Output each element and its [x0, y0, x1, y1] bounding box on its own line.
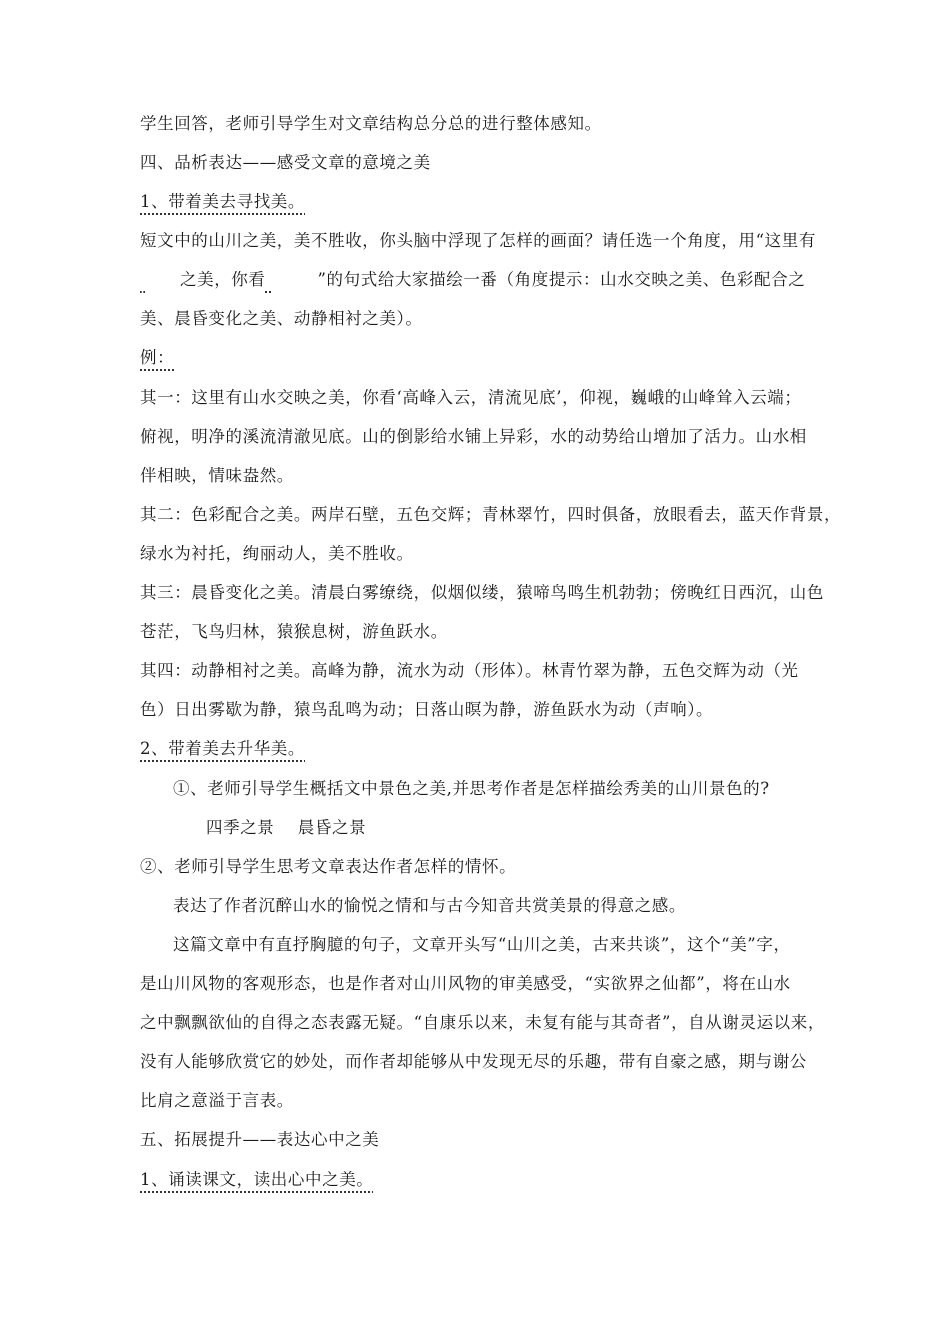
text-line-content: ②、老师引导学生思考文章表达作者怎样的情怀。 — [140, 857, 517, 876]
text-line-with-blanks — [140, 270, 820, 290]
text-line — [140, 309, 820, 329]
section-heading-text: 五、拓展提升——表达心中之美 — [140, 1130, 380, 1149]
text-line — [140, 466, 820, 486]
text-line — [140, 544, 820, 564]
text-line — [206, 818, 886, 838]
text-line-content: ①、老师引导学生概括文中景色之美,并思考作者是怎样描绘秀美的山川景色的? — [173, 779, 770, 798]
text-line — [140, 857, 820, 877]
text-line — [140, 348, 820, 368]
text-line — [140, 583, 824, 603]
text-line — [173, 896, 853, 916]
text-line — [140, 1091, 820, 1111]
fill-blank — [266, 270, 318, 290]
text-line — [173, 935, 853, 955]
text-line-content: 其四：动静相衬之美。高峰为静，流水为动（形体）。林青竹翠为静，五色交辉为动（光 — [140, 661, 799, 680]
text-line — [140, 622, 820, 642]
text-line-content: 伴相映，情味盎然。 — [140, 466, 294, 485]
text-line-content: 其二：色彩配合之美。两岸石壁，五色交辉；青林翠竹，四时俱备，放眼看去，蓝天作背景， — [140, 505, 842, 524]
text-line-content: 没有人能够欣赏它的妙处，而作者却能够从中发现无尽的乐趣，带有自豪之感，期与谢公 — [140, 1052, 807, 1071]
text-line-content: 表达了作者沉醉山水的愉悦之情和与古今知音共赏美景的得意之感。 — [173, 896, 686, 915]
text-line-content: 俯视，明净的溪流清澈见底。山的倒影给水铺上异彩，水的动势给山增加了活力。山水相 — [140, 427, 807, 446]
text-line-content: 短文中的山川之美，美不胜收，你头脑中浮现了怎样的画面？请任选一个角度，用“这里有 — [140, 231, 816, 250]
section-heading — [140, 153, 820, 173]
subheading-text: 1、带着美去寻找美。 — [140, 192, 305, 211]
text-line-content: 比肩之意溢于言表。 — [140, 1091, 294, 1110]
text-line-content: 例： — [140, 348, 175, 367]
text-line-content: 其三：晨昏变化之美。清晨白雾缭绕，似烟似缕，猿啼鸟鸣生机勃勃；傍晚红日西沉，山色 — [140, 583, 824, 602]
text-line-content: 是山川风物的客观形态，也是作者对山川风物的审美感受，“实欲界之仙都”，将在山水 — [140, 974, 791, 993]
text-line — [140, 388, 820, 408]
subheading — [140, 192, 820, 212]
text-segment: ”的句式给大家描绘一番（角度提示：山水交映之美、色彩配合之 — [317, 270, 806, 289]
text-line-content: 苍茫，飞鸟归林，猿猴息树，游鱼跃水。 — [140, 622, 448, 641]
text-line — [140, 700, 820, 720]
subheading — [140, 1170, 820, 1190]
text-line-content: 色）日出雾歇为静，猿鸟乱鸣为动；日落山暝为静，游鱼跃水为动（声响）。 — [140, 700, 714, 719]
text-line — [140, 505, 842, 525]
text-line — [140, 1052, 820, 1072]
text-line — [140, 427, 820, 447]
text-line-content: 绿水为衬托，绚丽动人，美不胜收。 — [140, 544, 414, 563]
subheading-text: 2、带着美去升华美。 — [140, 739, 305, 758]
text-line — [140, 1013, 825, 1033]
subheading-text: 1、诵读课文，读出心中之美。 — [140, 1170, 374, 1189]
text-line — [140, 661, 820, 681]
section-heading-text: 四、品析表达——感受文章的意境之美 — [140, 153, 431, 172]
text-line-content: 学生回答，老师引导学生对文章结构总分总的进行整体感知。 — [140, 114, 602, 133]
text-line — [140, 231, 820, 251]
text-line — [140, 114, 820, 134]
text-line-content: 其一：这里有山水交映之美，你看‘高峰入云，清流见底’，仰视，巍峨的山峰耸入云端； — [140, 388, 802, 407]
text-line-content: 美、晨昏变化之美、动静相衬之美）。 — [140, 309, 423, 328]
text-line-content: 四季之景 晨昏之景 — [206, 818, 367, 837]
text-line-content: 之中飘飘欲仙的自得之态表露无疑。“自康乐以来，未复有能与其奇者”，自从谢灵运以来， — [140, 1013, 825, 1032]
section-heading — [140, 1130, 820, 1150]
text-line-content: 这篇文章中有直抒胸臆的句子，文章开头写“山川之美，古来共谈”，这个“美”字， — [173, 935, 791, 954]
text-line — [173, 779, 853, 799]
fill-blank — [140, 270, 180, 290]
text-segment: 之美，你看 — [180, 270, 266, 289]
text-line — [140, 974, 820, 994]
subheading — [140, 739, 820, 759]
